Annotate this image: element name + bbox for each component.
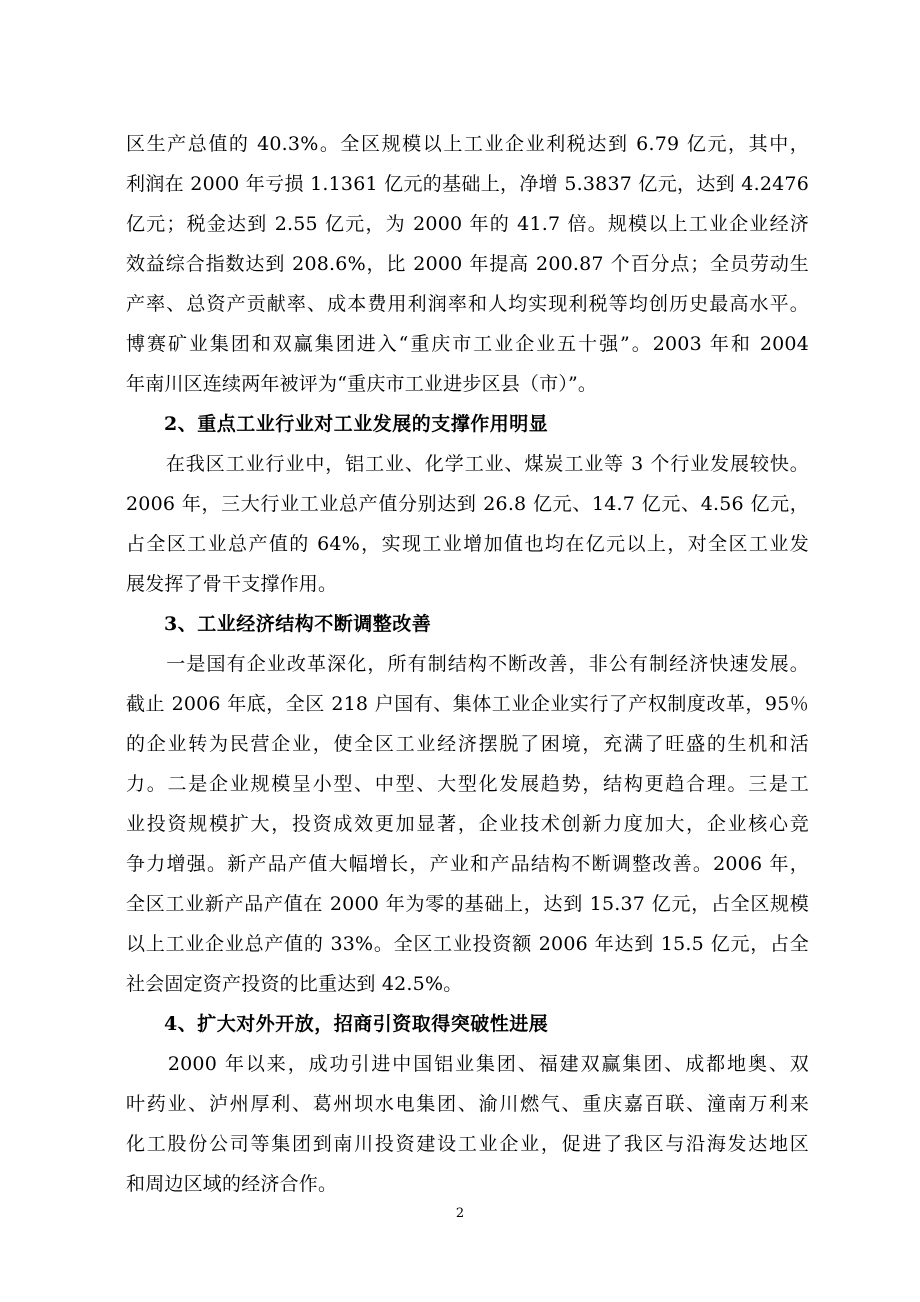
text-line: 博赛矿业集团和双赢集团进入“重庆市工业企业五十强”。2003 年和 2004 [126,333,809,355]
text-line: 社会固定资产投资的比重达到 42.5%。 [126,973,463,995]
text-line: 力。二是企业规模呈小型、中型、大型化发展趋势，结构更趋合理。三是工 [126,773,809,795]
text-line: 2000 年以来，成功引进中国铝业集团、福建双赢集团、成都地奥、双 [126,1053,809,1075]
text-line: 一是国有企业改革深化，所有制结构不断改善，非公有制经济快速发展。 [126,653,809,675]
text-line: 利润在 2000 年亏损 1.1361 亿元的基础上，净增 5.3837 亿元，达到 4.2476 [126,173,809,195]
text-line: 效益综合指数达到 208.6%，比 2000 年提高 200.87 个百分点；全员劳动生 [126,253,809,275]
text-line: 化工股份公司等集团到南川投资建设工业企业，促进了我区与沿海发达地区 [126,1133,809,1155]
text-line: 争力增强。新产品产值大幅增长，产业和产品结构不断调整改善。2006 年， [126,853,809,875]
text-line: 业投资规模扩大，投资成效更加显著，企业技术创新力度加大，企业核心竞 [126,813,809,835]
text-line: 和周边区域的经济合作。 [126,1173,338,1195]
text-line: 的企业转为民营企业，使全区工业经济摆脱了困境，充满了旺盛的生机和活 [126,733,809,755]
text-line: 区生产总值的 40.3%。全区规模以上工业企业利税达到 6.79 亿元，其中， [126,133,809,155]
text-line: 产率、总资产贡献率、成本费用利润率和人均实现利税等均创历史最高水平。 [126,293,809,315]
section-heading-structure: 3、工业经济结构不断调整改善 [164,613,432,635]
text-line: 叶药业、泸州厚利、葛州坝水电集团、渝川燃气、重庆嘉百联、潼南万利来 [126,1093,809,1115]
text-line: 亿元；税金达到 2.55 亿元，为 2000 年的 41.7 倍。规模以上工业企业经济 [126,213,809,235]
text-line: 占全区工业总产值的 64%，实现工业增加值也均在亿元以上，对全区工业发 [126,533,809,555]
page-number: 2 [455,1206,465,1221]
text-line: 年南川区连续两年被评为“重庆市工业进步区县（市）”。 [126,373,598,395]
section-heading-key-industries: 2、重点工业行业对工业发展的支撑作用明显 [164,413,549,435]
text-line: 在我区工业行业中，铝工业、化学工业、煤炭工业等 3 个行业发展较快。 [126,453,809,475]
text-line: 全区工业新产品产值在 2000 年为零的基础上，达到 15.37 亿元，占全区规模 [126,893,809,915]
section-heading-opening-up: 4、扩大对外开放，招商引资取得突破性进展 [164,1013,549,1035]
text-line: 展发挥了骨干支撑作用。 [126,573,338,595]
text-line: 2006 年，三大行业工业总产值分别达到 26.8 亿元、14.7 亿元、4.56 亿元， [126,493,809,515]
text-line: 以上工业企业总产值的 33%。全区工业投资额 2006 年达到 15.5 亿元，占全 [126,933,809,955]
text-line: 截止 2006 年底，全区 218 户国有、集体工业企业实行了产权制度改革，95％ [126,693,809,715]
